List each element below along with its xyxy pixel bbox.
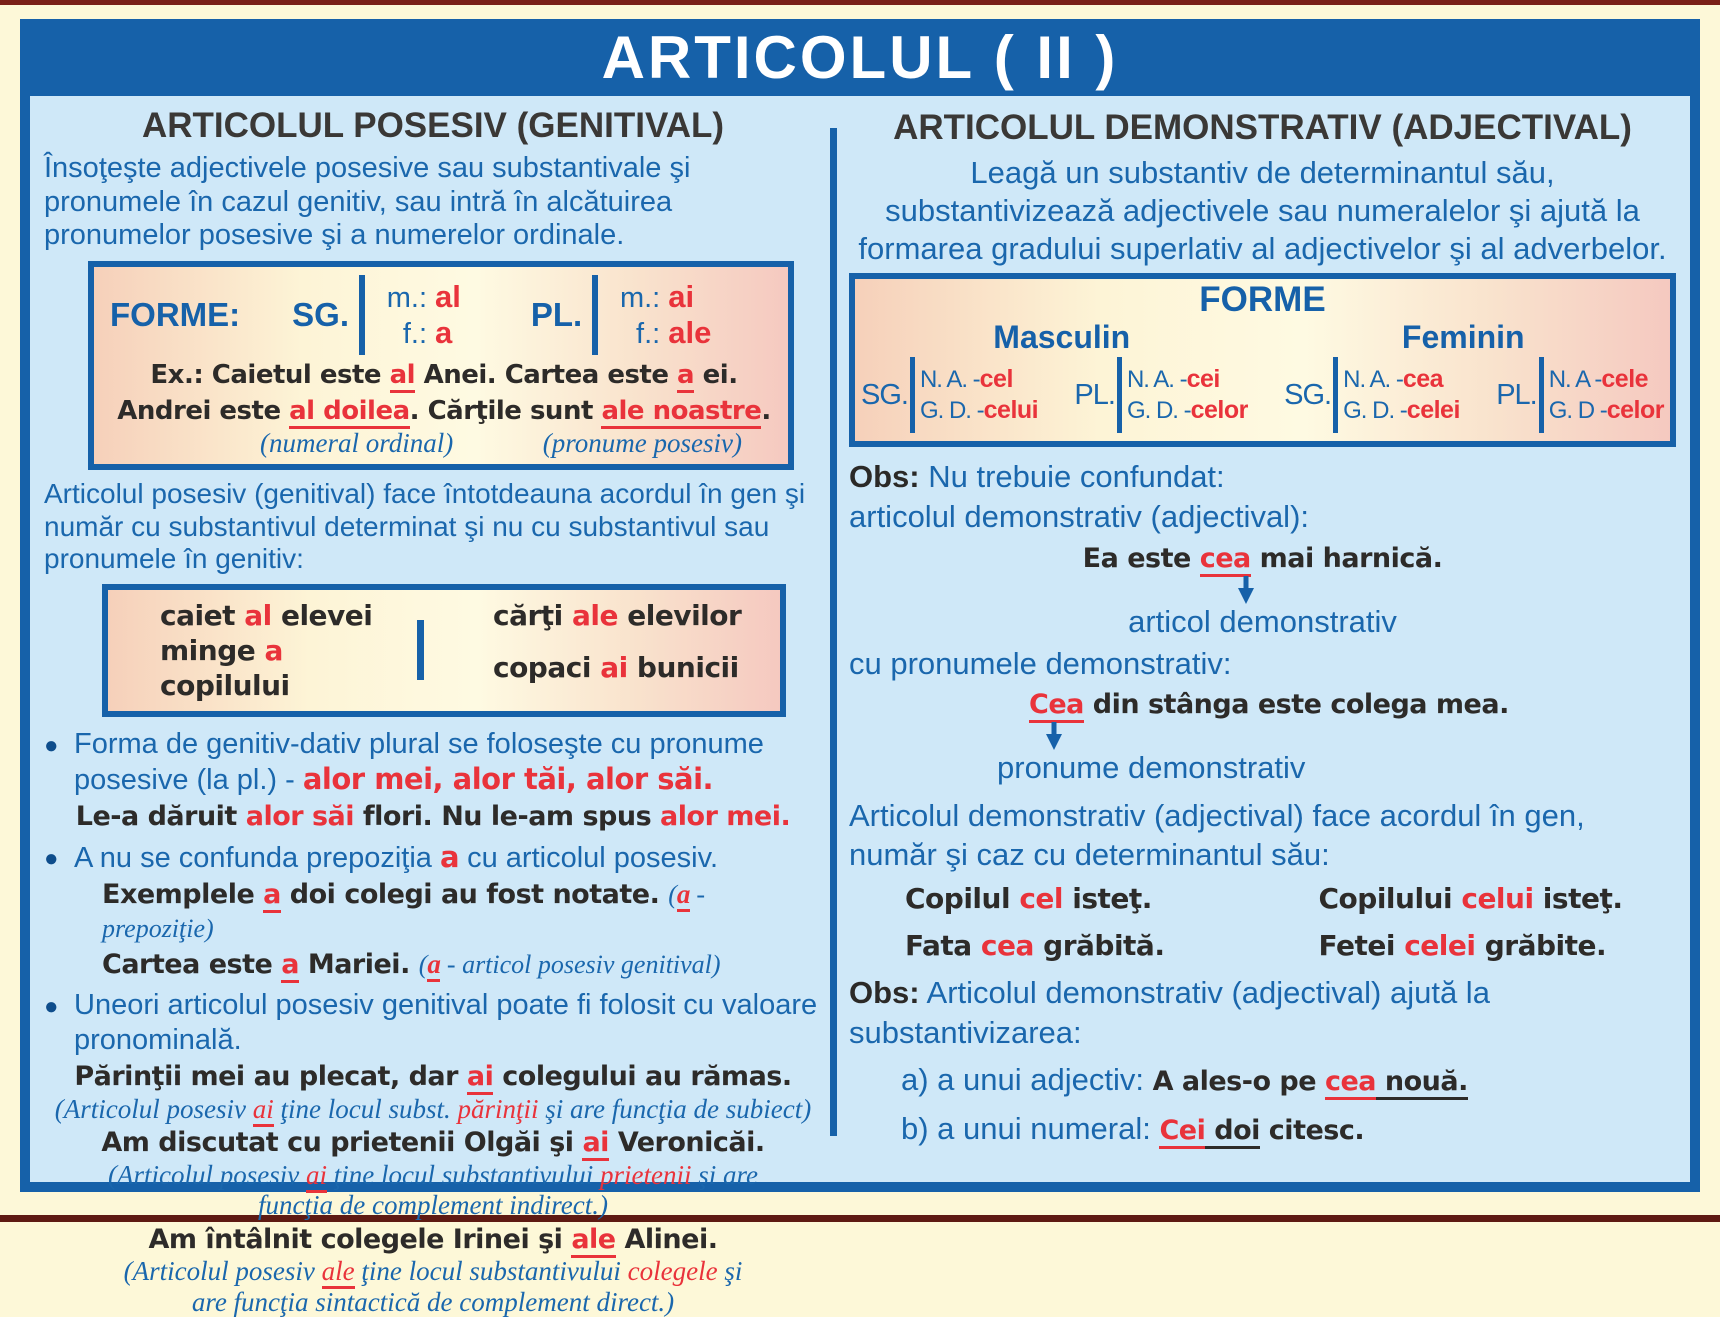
example-note: (Articolul posesiv ale ţine locul substantivului colegele şi are funcţia sintactică de complement direct.)	[123, 1256, 743, 1317]
vertical-bar	[417, 620, 424, 680]
item-b: b) a unui numeral: Cei doi citesc.	[849, 1109, 1676, 1149]
gender-headers	[861, 320, 1664, 355]
left-heading: ARTICOLUL POSESIV (GENITIVAL)	[141, 106, 725, 145]
agreement-paragraph: Articolul demonstrativ (adjectival) face acordul în gen, număr şi caz cu determinantul său:	[849, 797, 1585, 873]
example-note: (Articolul posesiv ai ţine locul substantivului prietenii şi are funcţia de complement indirect.)	[108, 1160, 758, 1221]
arrow-row	[849, 576, 1676, 604]
arrow-label: pronume demonstrativ	[997, 749, 1306, 785]
sg-label: SG.	[292, 295, 350, 333]
bullet-icon: ●	[44, 992, 59, 1020]
example-cell: Copilului celui isteţ.	[1318, 881, 1623, 915]
column-divider	[830, 128, 837, 1136]
form-value: cel	[979, 365, 1013, 394]
forms-groups	[861, 357, 1664, 433]
example-line: Cartea este a Mariei. (a - articol posesiv genitival)	[44, 948, 822, 982]
note-pronume-posesiv: (pronume posesiv)	[542, 427, 742, 458]
content-panel	[20, 96, 1700, 1317]
case-name: G. D. -	[1343, 397, 1407, 425]
examples-pair-box	[102, 584, 786, 717]
masculine-header: Masculin	[993, 318, 1131, 355]
vertical-bar	[1539, 357, 1544, 433]
bullet-icon: ●	[44, 731, 59, 759]
bullet-icon: ●	[44, 845, 59, 873]
form-value: celei	[1406, 396, 1460, 425]
example-line: Am întâlnit colegele Irinei şi ale Alinei.	[44, 1223, 822, 1257]
example-line: Andrei este al doilea. Cărţile sunt ale noastre.	[110, 395, 778, 428]
poster-header	[20, 19, 1700, 96]
right-intro: Leagă un substantiv de determinantul său, substantivizează adjectivele sau numeralelor şi ajută la formarea gradului superlativ al adjectivelor şi al adverbelor.	[858, 155, 1667, 266]
vertical-bar	[910, 357, 915, 433]
arrow-row	[849, 722, 1676, 750]
down-arrow-icon	[1237, 576, 1255, 604]
case-label: PL.	[1074, 378, 1115, 411]
poster-sheet	[20, 19, 1700, 1317]
forms-box-demonstrative	[849, 273, 1676, 447]
form-value: cele	[1601, 365, 1649, 394]
obs-line: Obs: Articolul demonstrativ (adjectival) ajută la substantivizarea:	[849, 974, 1490, 1050]
bullet-item	[44, 988, 822, 1059]
form-value: a	[435, 314, 453, 350]
case-label: SG.	[1284, 378, 1332, 411]
notes-row	[110, 428, 778, 460]
bullet-item	[44, 727, 822, 799]
arrow-label: articol demonstrativ	[1128, 604, 1397, 640]
example-cell: Fata cea grăbită.	[905, 928, 1165, 962]
form-value: cea	[1402, 365, 1444, 394]
gender-label: f.:	[636, 317, 661, 350]
feminine-header: Feminin	[1401, 318, 1525, 355]
forms-group	[1074, 357, 1247, 433]
forms-title: FORME	[1199, 280, 1326, 320]
form-value: celor	[1606, 396, 1664, 425]
example-line: Le-a dăruit alor săi flori. Nu le-am spus alor mei.	[75, 801, 791, 833]
obs-line: articolul demonstrativ (adjectival):	[849, 498, 1310, 534]
vertical-bar	[1333, 357, 1338, 433]
case-name: G. D. -	[1126, 397, 1191, 425]
obs-line: Obs: Nu trebuie confundat:	[849, 459, 1225, 495]
forms-box-possessive	[88, 261, 794, 470]
forms-group	[1284, 357, 1460, 433]
top-edge-line	[0, 0, 1720, 5]
case-name: N. A. -	[1126, 366, 1187, 394]
forms-group	[1496, 357, 1664, 433]
example-line: Cea din stânga este colega mea.	[849, 688, 1676, 722]
bullet-text: Uneori articolul posesiv genitival poate fi folosit cu valoare pronominală.	[74, 988, 818, 1057]
pl-forms	[608, 279, 711, 352]
bullet-text: Forma de genitiv-dativ plural se foloseşte cu pronume posesive (la pl.) - alor mei, alor tăi, alor săi.	[74, 727, 764, 796]
case-label: SG.	[861, 378, 908, 411]
case-name: N. A. -	[1343, 366, 1403, 394]
case-name: N. A. -	[919, 366, 980, 394]
example-note: (Articolul posesiv ai ţine locul subst. părinţii şi are funcţia de subiect)	[44, 1094, 822, 1124]
poster-title: ARTICOLUL ( II )	[601, 24, 1119, 91]
vertical-bar	[359, 275, 365, 355]
case-name: G. D -	[1548, 397, 1607, 425]
section-demonstrative-article	[837, 96, 1690, 1182]
example-cell: Fetei celei grăbite.	[1318, 928, 1607, 962]
pair-line: caiet al elevei	[160, 598, 373, 632]
pair-line: minge a copilului	[160, 633, 290, 702]
forms-group	[861, 357, 1038, 433]
form-value: ale	[668, 314, 712, 350]
case-label: PL.	[1496, 378, 1537, 411]
form-value: cei	[1186, 365, 1220, 394]
vertical-bar	[592, 275, 598, 355]
form-value: al	[435, 278, 461, 314]
gender-label: f.:	[402, 317, 428, 350]
sg-forms	[375, 279, 461, 352]
case-name: N. A -	[1548, 366, 1602, 394]
form-value: celui	[983, 396, 1039, 425]
example-cell: Copilul cel isteţ.	[905, 881, 1152, 915]
pron-line: cu pronumele demonstrativ:	[849, 646, 1232, 682]
right-heading: ARTICOLUL DEMONSTRATIV (ADJECTIVAL)	[893, 108, 1632, 147]
pair-line: cărţi ale elevilor	[492, 598, 742, 632]
vertical-bar	[1117, 357, 1122, 433]
note-numeral-ordinal: (numeral ordinal)	[260, 427, 454, 458]
example-line: Ea este cea mai harnică.	[849, 542, 1676, 576]
example-line: Am discutat cu prietenii Olgăi şi ai Veronicăi.	[44, 1126, 822, 1160]
gender-label: m.:	[386, 281, 428, 314]
example-line: Ex.: Caietul este al Anei. Cartea este a ei.	[110, 359, 778, 392]
agreement-examples	[849, 881, 1676, 963]
bullet-item	[44, 840, 822, 876]
item-a: a) a unui adjectiv: A ales-o pe cea nouă.	[849, 1060, 1676, 1100]
down-arrow-icon	[1045, 722, 1063, 750]
pl-label: PL.	[530, 295, 583, 333]
gender-label: m.:	[619, 281, 661, 314]
case-name: G. D. -	[919, 397, 984, 425]
form-value: celor	[1190, 396, 1248, 425]
bullet-text: A nu se confunda prepoziţia a cu articolul posesiv.	[74, 840, 719, 875]
example-line: Părinţii mei au plecat, dar ai colegului au rămas.	[44, 1060, 822, 1094]
forms-row	[110, 271, 778, 355]
agreement-rule: Articolul posesiv (genitival) face întotdeauna acordul în gen şi număr cu substantivul determinat şi nu cu substantivul sau pronumele în genitiv:	[44, 478, 806, 575]
forms-label: FORME:	[110, 295, 241, 333]
section-possessive-article	[30, 96, 830, 1317]
form-value: ai	[668, 278, 695, 314]
left-intro: Însoţeşte adjectivele posesive sau substantivale şi pronumele în cazul genitiv, sau intră în alcătuirea pronumelor posesive şi a numerelor ordinale.	[44, 152, 691, 252]
pair-line: copaci ai bunicii	[492, 651, 739, 685]
columns	[30, 96, 1690, 1317]
example-line: Exemplele a doi colegi au fost notate. (a - prepoziţie)	[102, 879, 706, 944]
